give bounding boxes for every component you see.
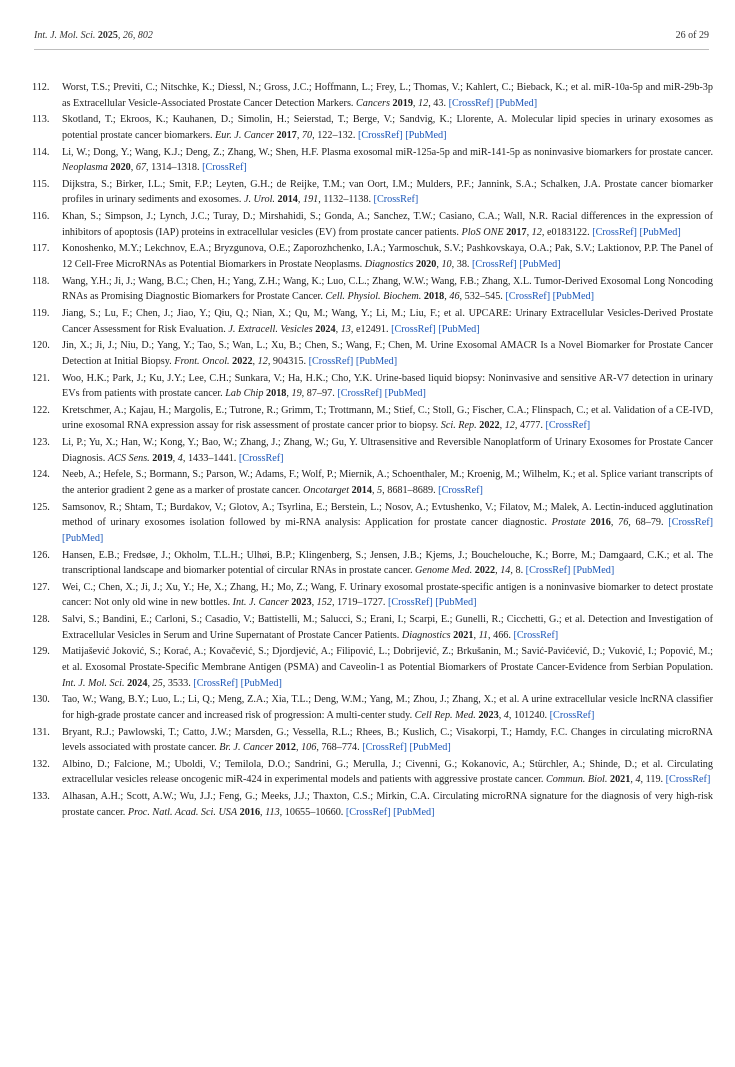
citation-year: 2017 xyxy=(506,226,527,238)
reference-number: 115. xyxy=(32,178,50,190)
citation-italic-text: Front. Oncol. xyxy=(174,355,230,367)
reference-item xyxy=(30,145,713,176)
crossref-link[interactable]: [CrossRef] xyxy=(391,323,436,335)
crossref-link[interactable]: [CrossRef] xyxy=(337,388,383,400)
citation-text: , 1433–1441. xyxy=(182,452,239,464)
pubmed-link[interactable]: [PubMed] xyxy=(438,323,480,335)
citation-italic-text: 11 xyxy=(478,629,489,641)
citation-italic-text: Commun. Biol. xyxy=(546,774,608,786)
reference-item xyxy=(30,371,713,402)
pubmed-link[interactable]: [PubMed] xyxy=(393,806,435,818)
citation-year: 2021 xyxy=(609,774,631,786)
citation-italic-text: Int. J. Cancer xyxy=(232,597,289,609)
citation-text: Jiang, S.; Lu, F.; Chen, J.; Jiao, Y.; Qiu, Q.; Nian, X.; Qu, M.; Wang, Y.; Li, M.; Liu, F.; et al. UPCARE: Urinary Extracellular Vesicles-Derived Prostate Cancer Assessment for Risk Evaluation. xyxy=(62,307,713,335)
reference-number: 129. xyxy=(32,646,50,658)
citation-italic-text: 12 xyxy=(257,355,268,367)
citation-year: 2018 xyxy=(266,388,287,400)
reference-number: 123. xyxy=(32,437,50,449)
pubmed-link[interactable]: [PubMed] xyxy=(435,597,477,609)
citation-text: Woo, H.K.; Park, J.; Ku, J.Y.; Lee, C.H.; Sunkara, V.; Ha, H.K.; Cho, Y.K. Urine-based liquid biopsy: Noninvasive and sensitive AR-V7 detection in urinary EVs from patients with prostate cancer. xyxy=(62,372,713,400)
crossref-link[interactable]: [CrossRef] xyxy=(472,259,517,270)
crossref-link[interactable]: [CrossRef] xyxy=(525,565,571,577)
reference-number: 119. xyxy=(32,307,50,319)
reference-item xyxy=(30,467,713,498)
citation-text: , xyxy=(335,323,341,335)
reference-number: 126. xyxy=(32,549,50,561)
citation-text: Kretschmer, A.; Kajau, H.; Margolis, E.; Tutrone, R.; Grimm, T.; Trottmann, M.; Stief, C.; Stoll, G.; Fischer, C.A.; Flinspach, C.; et al. Validation of a CE-IVD, urine exosomal RNA expression assay for risk assessment of prostate cancer prior to biopsy. xyxy=(62,404,713,432)
citation-year: 2012 xyxy=(275,742,296,754)
crossref-link[interactable]: [CrossRef] xyxy=(373,194,419,206)
citation-text: , 87–97. xyxy=(301,388,338,400)
reference-number: 122. xyxy=(32,404,50,416)
citation-text: , xyxy=(260,806,266,818)
reference-number: 130. xyxy=(32,694,50,706)
citation-text: , 68–79. xyxy=(628,517,669,529)
citation-text: , xyxy=(286,388,292,400)
crossref-link[interactable]: [CrossRef] xyxy=(193,677,239,689)
citation-italic-text: 4 xyxy=(635,774,641,786)
citation-text: , xyxy=(172,452,178,464)
pubmed-link[interactable]: [PubMed] xyxy=(572,565,615,577)
header-divider xyxy=(34,49,709,50)
citation-italic-text: Cell Rep. Med. xyxy=(414,709,476,721)
pubmed-link[interactable]: [PubMed] xyxy=(62,532,104,544)
citation-text: Alhasan, A.H.; Scott, A.W.; Wu, J.J.; Feng, G.; Meeks, J.J.; Thaxton, C.S.; Mirkin, C.A. Circulating microRNA signature for the diagnosis of very high-risk prostate cancer. xyxy=(62,791,713,818)
citation-text: , 1132–1138. xyxy=(318,194,374,206)
reference-item xyxy=(30,692,713,723)
pubmed-link[interactable]: [PubMed] xyxy=(409,742,451,754)
citation-text: Neeb, A.; Hefele, S.; Bormann, S.; Parson, W.; Adams, F.; Wolf, P.; Miernik, A.; Schoenthaler, M.; Kroenig, M.; Wilhelm, K.; et al. Splice variant transcripts of the anterior gradient 2 gene as a marker of prostate cancer. xyxy=(62,469,713,496)
citation-text: , xyxy=(252,355,258,367)
citation-year: 2018 xyxy=(423,291,445,303)
citation-text: , xyxy=(526,226,532,238)
citation-year: 2022 xyxy=(232,355,253,367)
pubmed-link[interactable]: [PubMed] xyxy=(639,226,681,238)
reference-item xyxy=(30,548,713,579)
reference-number: 128. xyxy=(32,614,50,626)
citation-italic-text: 70 xyxy=(301,129,313,141)
citation-text: Hansen, E.B.; Fredsøe, J.; Okholm, T.L.H.; Ulhøi, B.P.; Klingenberg, S.; Jensen, J.B.; Kjems, J.; Bouchelouche, K.; Borre, M.; Damgaard, C.K.; et al. The transcriptional landscape and biomarker potential of circular RNAs in prostate cancer. xyxy=(62,549,713,577)
pubmed-link[interactable]: [PubMed] xyxy=(405,129,447,141)
citation-text: , e0183122. xyxy=(541,226,593,238)
citation-text: Bryant, R.J.; Pawlowski, T.; Catto, J.W.; Marsden, G.; Vessella, R.L.; Rhees, B.; Kuslich, C.; Visakorpi, T.; Hamdy, F.C. Changes in circulating microRNA levels associated with prostate cancer. xyxy=(62,726,713,754)
citation-italic-text: Sci. Rep. xyxy=(440,420,477,432)
citation-italic-text: Proc. Natl. Acad. Sci. USA xyxy=(127,806,238,818)
crossref-link[interactable]: [CrossRef] xyxy=(357,129,403,141)
reference-number: 131. xyxy=(32,726,50,738)
journal-volume-issue: , 26, 802 xyxy=(117,30,153,41)
citation-text: Dijkstra, S.; Birker, I.L.; Smit, F.P.; Leyten, G.H.; de Reijke, T.M.; van Oort, I.M.; Mulders, P.F.; Jannink, S.A.; Schalken, J.A. Prostate cancer biomarker profiles in urinary sediments and exosomes. xyxy=(62,178,713,206)
citation-text: , xyxy=(499,420,505,432)
reference-list xyxy=(30,80,713,821)
citation-italic-text: 46 xyxy=(449,291,460,303)
crossref-link[interactable]: [CrossRef] xyxy=(438,484,483,496)
citation-text: , xyxy=(444,291,450,303)
citation-italic-text: 106 xyxy=(301,742,317,754)
reference-number: 121. xyxy=(32,372,50,384)
pubmed-link[interactable]: [PubMed] xyxy=(552,291,594,303)
reference-number: 132. xyxy=(32,758,50,770)
reference-number: 124. xyxy=(32,469,50,481)
reference-item xyxy=(30,177,713,208)
citation-text: , 4777. xyxy=(514,420,546,432)
citation-text: , 8. xyxy=(510,565,526,577)
citation-text: , 904315. xyxy=(267,355,309,367)
citation-italic-text: Prostate xyxy=(551,517,586,529)
citation-text: , xyxy=(412,97,418,109)
reference-item xyxy=(30,580,713,611)
running-header xyxy=(34,30,709,46)
crossref-link[interactable]: [CrossRef] xyxy=(513,629,559,641)
citation-italic-text: PloS ONE xyxy=(461,226,504,238)
citation-italic-text: 4 xyxy=(177,452,183,464)
citation-text: , 10655–10660. xyxy=(279,806,346,818)
citation-italic-text: 25 xyxy=(152,677,163,689)
citation-italic-text: 4 xyxy=(503,709,509,721)
page-number: 26 of 29 xyxy=(675,30,709,41)
citation-italic-text: Genome Med. xyxy=(415,565,473,577)
citation-text: , 1719–1727. xyxy=(331,597,388,609)
citation-text: , xyxy=(311,597,317,609)
reference-number: 133. xyxy=(32,791,50,803)
reference-item xyxy=(30,112,713,143)
citation-text: , 119. xyxy=(640,774,666,786)
citation-text: Konoshenko, M.Y.; Lekchnov, E.A.; Bryzgunova, O.E.; Zaporozhchenko, I.A.; Yarmoschuk, S.V.; Pashkovskaya, O.A.; Pak, S.V.; Laktionov, P.P. The Panel of 12 Cell-Free MicroRNAs as Potential Biomarkers in Prostate Neoplasms. xyxy=(62,243,713,270)
reference-number: 118. xyxy=(32,275,50,287)
reference-number: 113. xyxy=(32,114,50,126)
citation-italic-text: Neoplasma xyxy=(62,162,108,174)
citation-text: , xyxy=(295,742,302,754)
citation-italic-text: Cell. Physiol. Biochem. xyxy=(325,291,422,303)
citation-text: Li, W.; Dong, Y.; Wang, K.J.; Deng, Z.; Zhang, W.; Shen, H.F. Plasma exosomal miR-125a-5p and miR-141-5p as noninvasive biomarkers for prostate cancer. xyxy=(62,146,713,158)
citation-text: , 1314–1318. xyxy=(146,162,203,174)
crossref-link[interactable]: [CrossRef] xyxy=(448,97,494,109)
pubmed-link[interactable]: [PubMed] xyxy=(495,97,538,109)
crossref-link[interactable]: [CrossRef] xyxy=(549,709,595,721)
crossref-link[interactable]: [CrossRef] xyxy=(545,420,591,432)
citation-text: Matijašević Joković, S.; Korać, A.; Kovačević, S.; Djordjević, A.; Filipović, L.; Dobrijević, Z.; Brkušanin, M.; Savić-Pavićević, D.; Vuković, I.; Popović, M.; et al. Exosomal Prostate-Specific Membrane Antigen (PSMA) and Caveolin-1 as Potential Biomarkers of Prostate Cancer-Evidence from Serbian Population. xyxy=(62,646,713,673)
citation-text: Jin, X.; Ji, J.; Niu, D.; Yang, Y.; Tao, S.; Wan, L.; Xu, B.; Chen, S.; Wang, F.; Chen, M. Urine Exosomal AMACR Is a Novel Biomarker for Prostate Cancer Detection at Initial Biopsy. xyxy=(62,340,713,367)
reference-number: 117. xyxy=(32,243,50,255)
crossref-link[interactable]: [CrossRef] xyxy=(665,774,711,786)
citation-italic-text: 113 xyxy=(265,806,280,818)
citation-text: , xyxy=(296,129,302,141)
citation-year: 2017 xyxy=(276,129,297,141)
citation-text: Salvi, S.; Bandini, E.; Carloni, S.; Casadio, V.; Battistelli, M.; Salucci, S.; Erani, I.; Scarpi, E.; Gunelli, R.; Cicchetti, G.; et al. Detection and Investigation of Extracellular Vesicles in Serum and Urine Supernatant of Prostate Cancer Patients. xyxy=(62,614,713,641)
citation-italic-text: 14 xyxy=(500,565,511,577)
citation-text: , xyxy=(495,565,501,577)
citation-text: Li, P.; Yu, X.; Han, W.; Kong, Y.; Bao, W.; Zhang, J.; Zhang, W.; Gu, Y. Ultrasensitive and Reversible Nanoplatform of Urinary Exosomes for Prostate Cancer Diagnosis. xyxy=(62,437,713,464)
journal-citation xyxy=(34,30,153,41)
citation-year: 2019 xyxy=(392,97,413,109)
citation-year: 2021 xyxy=(453,629,474,641)
citation-italic-text: J. Extracell. Vesicles xyxy=(228,323,313,335)
crossref-link[interactable]: [CrossRef] xyxy=(592,226,637,238)
reference-item xyxy=(30,403,713,434)
citation-italic-text: 12 xyxy=(531,226,542,238)
citation-italic-text: 12 xyxy=(418,97,429,109)
citation-italic-text: 19 xyxy=(291,388,302,400)
citation-year: 2014 xyxy=(277,194,298,206)
citation-italic-text: 191 xyxy=(302,194,319,206)
citation-italic-text: 12 xyxy=(504,420,515,432)
reference-number: 120. xyxy=(32,340,50,352)
citation-text: , 768–774. xyxy=(316,742,363,754)
citation-year: 2020 xyxy=(415,259,437,270)
citation-italic-text: Cancers xyxy=(356,97,390,109)
citation-italic-text: Oncotarget xyxy=(303,484,350,496)
reference-item xyxy=(30,725,713,756)
citation-italic-text: ACS Sens. xyxy=(107,452,150,464)
reference-number: 112. xyxy=(32,82,50,93)
crossref-link[interactable]: [CrossRef] xyxy=(238,452,284,464)
citation-text: , xyxy=(630,774,636,786)
citation-year: 2020 xyxy=(110,162,131,174)
citation-italic-text: 10 xyxy=(441,259,452,270)
citation-italic-text: 67 xyxy=(135,162,147,174)
citation-text: , 466. xyxy=(488,629,514,641)
citation-text: Albino, D.; Falcione, M.; Uboldi, V.; Temilola, D.O.; Sandrini, G.; Merulla, J.; Civenni, G.; Kokanovic, A.; Stürchler, A.; Shinde, D.; et al. Circulating extracellular vesicles release oncogenic miR-424 in experimental models and patients with aggressive prostate cancer. xyxy=(62,758,713,786)
crossref-link[interactable]: [CrossRef] xyxy=(668,517,714,529)
reference-item xyxy=(30,789,713,820)
citation-year: 2024 xyxy=(315,323,336,335)
crossref-link[interactable]: [CrossRef] xyxy=(505,291,551,303)
crossref-link[interactable]: [CrossRef] xyxy=(362,742,407,754)
citation-text: , 38. xyxy=(451,259,473,270)
reference-number: 125. xyxy=(32,501,50,513)
reference-number: 116. xyxy=(32,211,50,223)
citation-year: 2022 xyxy=(479,420,500,432)
reference-number: 114. xyxy=(32,146,50,158)
citation-italic-text: J. Urol. xyxy=(243,194,275,206)
reference-item xyxy=(30,241,713,272)
citation-text: Skotland, T.; Ekroos, K.; Kauhanen, D.; Simolin, H.; Seierstad, T.; Berge, V.; Sandvig, K.; Llorente, A. Molecular lipid species in urinary exosomes as potential prostate cancer biomarkers. xyxy=(62,114,713,141)
citation-year: 2014 xyxy=(351,484,372,496)
crossref-link[interactable]: [CrossRef] xyxy=(345,806,391,818)
citation-text: , xyxy=(473,629,479,641)
citation-italic-text: 5 xyxy=(377,484,383,496)
citation-text: , xyxy=(130,162,136,174)
reference-item xyxy=(30,274,713,305)
citation-italic-text: Diagnostics xyxy=(364,259,414,270)
reference-item xyxy=(30,306,713,337)
citation-text: , xyxy=(436,259,442,270)
citation-italic-text: Int. J. Mol. Sci. xyxy=(62,677,125,689)
citation-year: 2019 xyxy=(152,452,173,464)
citation-text: Worst, T.S.; Previti, C.; Nitschke, K.; Diessl, N.; Gross, J.C.; Hoffmann, L.; Frey, L.; Thomas, V.; Kahlert, C.; Bieback, K.; et al. miR-10a-5p and miR-29b-3p as Extracellular Vesicle-Associated Prostate Cancer Detection Markers. xyxy=(62,82,713,109)
citation-year: 2023 xyxy=(478,709,499,721)
pubmed-link[interactable]: [PubMed] xyxy=(384,388,426,400)
citation-text: , 101240. xyxy=(508,709,550,721)
citation-italic-text: Eur. J. Cancer xyxy=(215,129,274,141)
citation-text: , 43. xyxy=(428,97,449,109)
citation-italic-text: 13 xyxy=(340,323,351,335)
citation-text: , xyxy=(147,677,153,689)
citation-italic-text: Lab Chip xyxy=(225,388,264,400)
citation-text: , xyxy=(610,517,619,529)
reference-item xyxy=(30,80,713,111)
citation-italic-text: Br. J. Cancer xyxy=(219,742,274,754)
pubmed-link[interactable]: [PubMed] xyxy=(519,259,561,270)
journal-year: 2025 xyxy=(97,30,118,41)
citation-italic-text: 76 xyxy=(618,517,629,529)
citation-text: , 532–545. xyxy=(459,291,506,303)
citation-year: 2016 xyxy=(239,806,261,818)
citation-text: Khan, S.; Simpson, J.; Lynch, J.C.; Turay, D.; Mirshahidi, S.; Gonda, A.; Sanchez, T.W.; Casiano, C.A.; Wall, N.R. Racial differences in the expression of inhibitors of apoptosis (IAP) proteins in extracellular vesicles (EV) from prostate cancer patients. xyxy=(62,211,713,238)
reference-item xyxy=(30,644,713,691)
citation-text: , 8681–8689. xyxy=(382,484,439,496)
crossref-link[interactable]: [CrossRef] xyxy=(202,162,247,174)
citation-text: Wang, Y.H.; Ji, J.; Wang, B.C.; Chen, H.; Yang, Z.H.; Wang, K.; Luo, C.L.; Zhang, W.W.; Wang, F.B.; Zhang, X.L. Tumor-Derived Exosomal Long Noncoding RNAs as Promising Diagnostic Biomarkers for Prostate Cancer. xyxy=(62,275,713,303)
citation-text: , xyxy=(498,709,504,721)
crossref-link[interactable]: [CrossRef] xyxy=(387,597,433,609)
citation-text: , xyxy=(297,194,303,206)
citation-year: 2024 xyxy=(127,677,148,689)
citation-year: 2016 xyxy=(590,517,611,529)
citation-year: 2023 xyxy=(291,597,312,609)
citation-text: , 3533. xyxy=(162,677,194,689)
citation-text: , xyxy=(371,484,378,496)
reference-item xyxy=(30,435,713,466)
reference-item xyxy=(30,612,713,643)
citation-text: , 122–132. xyxy=(312,129,358,141)
reference-number: 127. xyxy=(32,581,50,593)
citation-italic-text: Diagnostics xyxy=(401,629,451,641)
crossref-link[interactable]: [CrossRef] xyxy=(308,355,354,367)
citation-text: Samsonov, R.; Shtam, T.; Burdakov, V.; Glotov, A.; Tsyrlina, E.; Berstein, L.; Nosov, A.; Evtushenko, V.; Filatov, M.; Malek, A. Lectin-induced agglutination method of urinary exosomes isolation followed by mi-RNA analysis: Application for prostate cancer diagnostic. xyxy=(62,501,713,529)
reference-item xyxy=(30,757,713,788)
citation-year: 2022 xyxy=(474,565,496,577)
reference-item xyxy=(30,500,713,547)
journal-abbrev: Int. J. Mol. Sci. xyxy=(34,30,96,41)
reference-item xyxy=(30,209,713,240)
citation-text: Wei, C.; Chen, X.; Ji, J.; Xu, Y.; He, X.; Zhang, H.; Mo, Z.; Wang, F. Urinary exosomal prostate-specific antigen is a noninvasive biomarker to detect prostate cancer: Not only old wine in new bottles. xyxy=(62,581,713,609)
citation-text: , e12491. xyxy=(350,323,392,335)
citation-text: Tao, W.; Wang, B.Y.; Luo, L.; Li, Q.; Meng, Z.A.; Xia, T.L.; Deng, W.M.; Yang, M.; Zhou, J.; Zhang, X.; et al. A urine extracellular vesicle lncRNA classifier for high-grade prostate cancer and increased risk of progression: A multi-center study. xyxy=(62,694,713,721)
pubmed-link[interactable]: [PubMed] xyxy=(355,355,398,367)
citation-italic-text: 152 xyxy=(316,597,332,609)
reference-item xyxy=(30,338,713,369)
pubmed-link[interactable]: [PubMed] xyxy=(240,677,282,689)
